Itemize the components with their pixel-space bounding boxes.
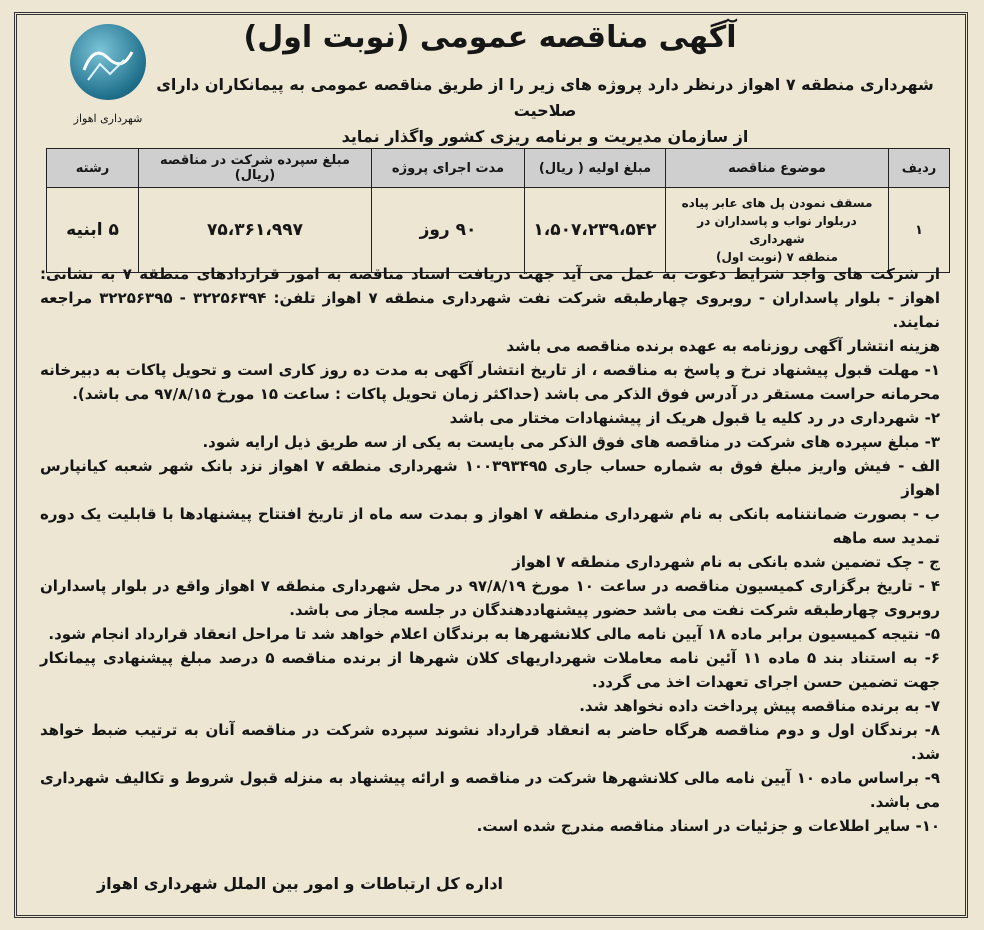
paragraph: ۳- مبلغ سپرده های شرکت در مناقصه های فوق الذکر می بایست به یکی از سه طریق ذیل ارایه شود. (202, 433, 940, 451)
paragraph: ج - چک تضمین شده بانکی به نام شهرداری منطقه ۷ اهواز (512, 553, 940, 571)
intro (150, 72, 940, 150)
cell-duration: ۹۰ روز (372, 188, 525, 273)
col-initial-amount: مبلغ اولیه ( ریال) (525, 149, 666, 188)
paragraph: ۷- به برنده مناقصه پیش پرداخت داده نخواهد شد. (579, 697, 940, 715)
paragraph: هزینه انتشار آگهی روزنامه به عهده برنده مناقصه می باشد (506, 337, 940, 355)
logo-caption: شهرداری اهواز (73, 112, 143, 125)
paragraph: ۸- برندگان اول و دوم مناقصه هرگاه حاضر به انعقاد قرارداد نشوند سپرده شرکت در مناقصه آنان به ترتیب ضبط خواهد شد. (40, 721, 940, 763)
paragraph: ۴ - تاریخ برگزاری کمیسیون مناقصه در ساعت ۱۰ مورخ ۹۷/۸/۱۹ در محل شهرداری منطقه ۷ اهواز واقع در بلوار پاسداران روبروی چهارطبقه شرکت نفت می باشد حضور پیشنهاددهندگان در جلسه مجاز می باشد. (40, 577, 940, 619)
cell-field: ۵ ابنیه (47, 188, 139, 273)
paragraph: ۲- شهرداری در رد کلیه یا قبول هریک از پیشنهادات مختار می باشد (449, 409, 940, 427)
table-row (47, 188, 950, 273)
cell-initial-amount: ۱،۵۰۷،۲۳۹،۵۴۲ (525, 188, 666, 273)
col-subject: موضوع مناقصه (666, 149, 889, 188)
paragraph: ۱۰- سایر اطلاعات و جزئیات در اسناد مناقصه مندرج شده است. (476, 817, 940, 835)
conditions-text (40, 262, 940, 838)
col-deposit: مبلغ سپرده شرکت در مناقصه (ریال) (139, 149, 372, 188)
cell-deposit: ۷۵،۳۶۱،۹۹۷ (139, 188, 372, 273)
paragraph: از شرکت های واجد شرایط دعوت به عمل می آید جهت دریافت اسناد مناقصه به امور قراردادهای منطقه ۷ به نشانی: اهواز - بلوار پاسداران - روبروی چهارطبقه شرکت نفت شهرداری منطقه ۷ اهواز تلفن: ۳۲۲۵۶۳۹۴ - ۳۲۲۵۶۳۹۵ مراجعه نمایند. (40, 265, 940, 331)
issuer-footer: اداره کل ارتباطات و امور بین الملل شهرداری اهواز (96, 874, 504, 893)
paragraph: ۶- به استناد بند ۵ ماده ۱۱ آئین نامه معاملات شهرداریهای کلان شهرها از برنده مناقصه ۵ درصد مبلغ پیشنهادی پیمانکار جهت تضمین حسن اجرای تعهدات اخذ می گردد. (40, 649, 941, 691)
subject-line: منطقه ۷ (نوبت اول) (716, 250, 838, 264)
paragraph: ۵- نتیجه کمیسیون برابر ماده ۱۸ آیین نامه مالی کلانشهرها به برندگان اعلام خواهد شد تا مراحل انعقاد قرارداد انجام شود. (48, 625, 940, 643)
paragraph: ۹- براساس ماده ۱۰ آیین نامه مالی کلانشهرها شرکت در مناقصه و ارائه پیشنهاد به منزله قبول شروط و تکالیف شهرداری می باشد. (40, 769, 940, 811)
cell-row-no: ۱ (889, 188, 950, 273)
ad-title: آگهی مناقصه عمومی (نوبت اول) (243, 20, 737, 55)
paragraph: الف - فیش واریز مبلغ فوق به شماره حساب جاری ۱۰۰۳۹۳۴۹۵ شهرداری منطقه ۷ اهواز نزد بانک شهر شعبه کیانپارس اهواز (40, 457, 940, 499)
paragraph: ب - بصورت ضمانتنامه بانکی به نام شهرداری منطقه ۷ اهواز و بمدت سه ماه از تاریخ افتتاح پیشنهادها با قابلیت یک دوره تمدید سه ماهه (40, 505, 940, 547)
col-field: رشته (47, 149, 139, 188)
col-duration: مدت اجرای پروژه (372, 149, 525, 188)
col-row-no: ردیف (889, 149, 950, 188)
paragraph: ۱- مهلت قبول پیشنهاد نرخ و پاسخ به مناقصه ، از تاریخ انتشار آگهی به مدت ده روز کاری است و تحویل پاکات به دبیرخانه محرمانه حراست مستقر در آدرس فوق الذکر می باشد (حداکثر زمان تحویل پاکات : ساعت ۱۵ مورخ ۹۷/۸/۱۵ می باشد). (40, 361, 940, 403)
municipality-logo (60, 24, 156, 142)
subject-line: مسقف نمودن پل های عابر پیاده (681, 196, 873, 210)
tender-table (46, 148, 950, 273)
table-header-row (47, 149, 950, 188)
subject-line: دربلوار نواب و پاسداران در شهرداری (697, 214, 857, 246)
intro-line-2: از سازمان مدیریت و برنامه ریزی کشور واگذار نماید (341, 127, 749, 146)
logo-emblem-icon (70, 24, 146, 100)
intro-line-1: شهرداری منطقه ۷ اهواز درنظر دارد پروژه های زیر را از طریق مناقصه عمومی به پیمانکاران دارای صلاحیت (156, 75, 934, 120)
cell-subject (666, 188, 889, 273)
